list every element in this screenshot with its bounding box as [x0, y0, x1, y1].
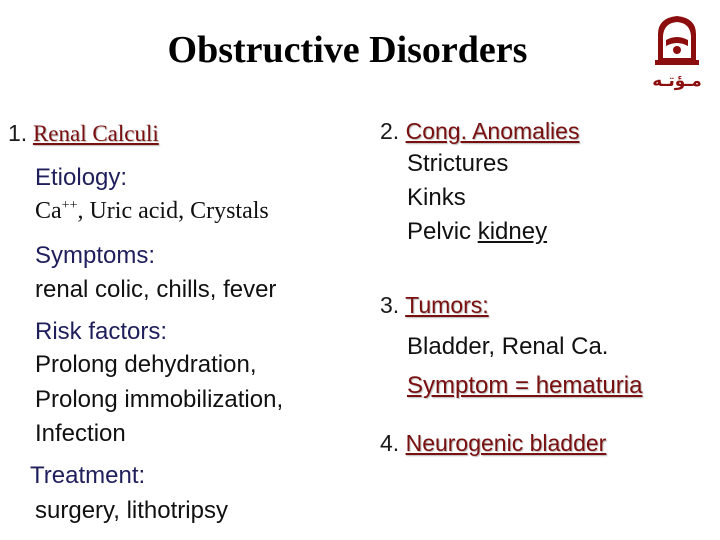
item-1-number: 1.: [8, 120, 28, 146]
item-3-number: 3.: [380, 292, 400, 318]
anomaly-pelvic-kidney: [407, 218, 547, 246]
anomaly-kinks: Kinks: [407, 184, 466, 211]
etiology-label: Etiology:: [35, 164, 128, 191]
tumor-types: Bladder, Renal Ca.: [407, 333, 609, 360]
anomaly-strictures: Strictures: [407, 150, 509, 177]
item-3-title: Tumors:: [405, 292, 489, 318]
treatment-label: Treatment:: [30, 462, 146, 489]
etiology-ca: Ca: [35, 198, 62, 224]
university-logo: [638, 10, 716, 92]
page-title: Obstructive Disorders: [167, 29, 528, 71]
crown-emblem-icon: [655, 16, 699, 65]
item-1-title: Renal Calculi: [32, 121, 159, 146]
risk-factor-line: Infection: [35, 420, 126, 447]
item-4-number: 4.: [380, 430, 400, 456]
etiology-value: [35, 198, 269, 225]
logo-text: مـؤتـه: [652, 71, 702, 91]
etiology-ca-charge: ++: [61, 198, 78, 213]
risk-factor-line: Prolong immobilization,: [35, 386, 284, 413]
item-2-title: Cong. Anomalies: [405, 118, 580, 144]
item-3-heading: [380, 292, 489, 319]
item-4-heading: [380, 430, 606, 457]
risk-factor-line: Prolong dehydration,: [35, 351, 257, 378]
pelvic-text: Pelvic: [407, 218, 478, 245]
item-2-number: 2.: [380, 118, 400, 144]
risk-factors-label: Risk factors:: [35, 318, 168, 345]
item-1-heading: [8, 120, 159, 147]
kidney-text: kidney: [477, 218, 548, 245]
symptoms-label: Symptoms:: [35, 242, 156, 269]
tumor-symptom: Symptom = hematuria: [407, 372, 643, 399]
treatment-value: surgery, lithotripsy: [35, 497, 228, 524]
etiology-rest: , Uric acid, Crystals: [77, 198, 269, 224]
item-2-heading: [380, 118, 579, 145]
item-4-title: Neurogenic bladder: [405, 430, 607, 456]
symptoms-value: renal colic, chills, fever: [35, 276, 277, 303]
